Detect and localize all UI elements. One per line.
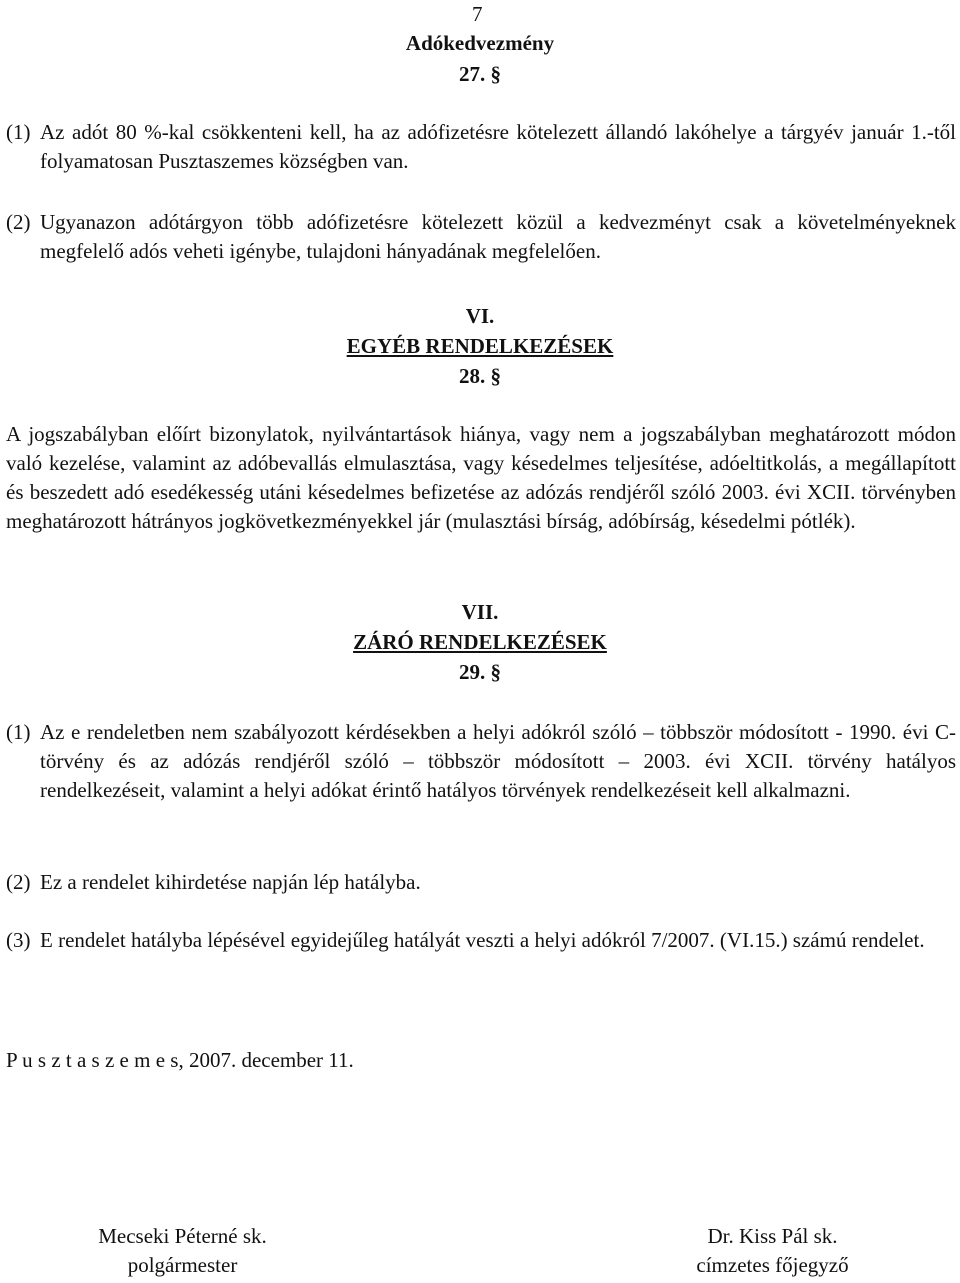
page-number: 7: [472, 2, 483, 26]
paragraph-29-item-3: [6, 926, 956, 955]
section-title-zaro-rendelkezesek: ZÁRÓ RENDELKEZÉSEK: [353, 630, 607, 654]
section-title-egyeb-rendelkezesek: EGYÉB RENDELKEZÉSEK: [346, 334, 614, 358]
paragraph-number-27: 27. §: [459, 62, 501, 86]
place-and-date: P u s z t a s z e m e s, 2007. december 11.: [6, 1048, 354, 1072]
signature-title: polgármester: [127, 1253, 238, 1277]
paragraph-29-item-2: [6, 868, 956, 897]
section-roman-vii: VII.: [461, 600, 499, 624]
item-text: Ez a rendelet kihirdetése napján lép hatályba.: [40, 870, 421, 894]
item-text: E rendelet hatályba lépésével egyidejűleg hatályát veszti a helyi adókról 7/2007. (VI.15.) számú rendelet.: [40, 928, 925, 952]
signature-name: Mecseki Péterné sk.: [98, 1224, 267, 1248]
item-number: (2): [6, 210, 31, 234]
signature-title: címzetes főjegyző: [696, 1253, 849, 1277]
paragraph-27-item-2: [6, 208, 956, 266]
signature-notary: [660, 1222, 885, 1280]
paragraph-number-28: 28. §: [459, 364, 501, 388]
item-number: (3): [6, 928, 31, 952]
item-text: Az e rendeletben nem szabályozott kérdésekben a helyi adókról szóló – többször módosított - 1990. évi C- törvény és az adózás rendjéről szóló – többször módosított – 2003. évi XCII. törvény hatályos rendelkezéseit, valamint a helyi adókat érintő hatályos törvények rendelkezéseit kell alkalmazni.: [40, 720, 956, 802]
item-text: Ugyanazon adótárgyon több adófizetésre kötelezett közül a kedvezményt csak a követelményeknek megfelelő adós veheti igénybe, tulajdoni hányadának megfelelően.: [40, 210, 956, 263]
item-number: (1): [6, 120, 31, 144]
paragraph-28-text: A jogszabályban előírt bizonylatok, nyilvántartások hiánya, vagy nem a jogszabályban meghatározott módon való kezelése, valamint az adóbevallás elmulasztása, vagy késedelmes teljesítése, adóeltitkolás, a megállapított és beszedett adó esedékesség utáni késedelmes befizetése az adózás rendjéről szóló 2003. évi XCII. törvényben meghatározott hátrányos jogkövetkezményekkel jár (mulasztási bírság, adóbírság, késedelmi pótlék).: [6, 422, 956, 533]
item-number: (1): [6, 720, 31, 744]
paragraph-number-29: 29. §: [459, 660, 501, 684]
section-roman-vi: VI.: [465, 304, 495, 328]
signature-mayor: [60, 1222, 305, 1280]
paragraph-29-item-1: [6, 718, 956, 805]
section-title-adokedvezmeny: Adókedvezmény: [405, 31, 555, 55]
signature-name: Dr. Kiss Pál sk.: [707, 1224, 838, 1248]
item-number: (2): [6, 870, 31, 894]
paragraph-27-item-1: [6, 118, 956, 176]
item-text: Az adót 80 %-kal csökkenteni kell, ha az adófizetésre kötelezett állandó lakóhelye a tárgyév január 1.-től folyamatosan Pusztaszemes községben van.: [40, 120, 956, 173]
